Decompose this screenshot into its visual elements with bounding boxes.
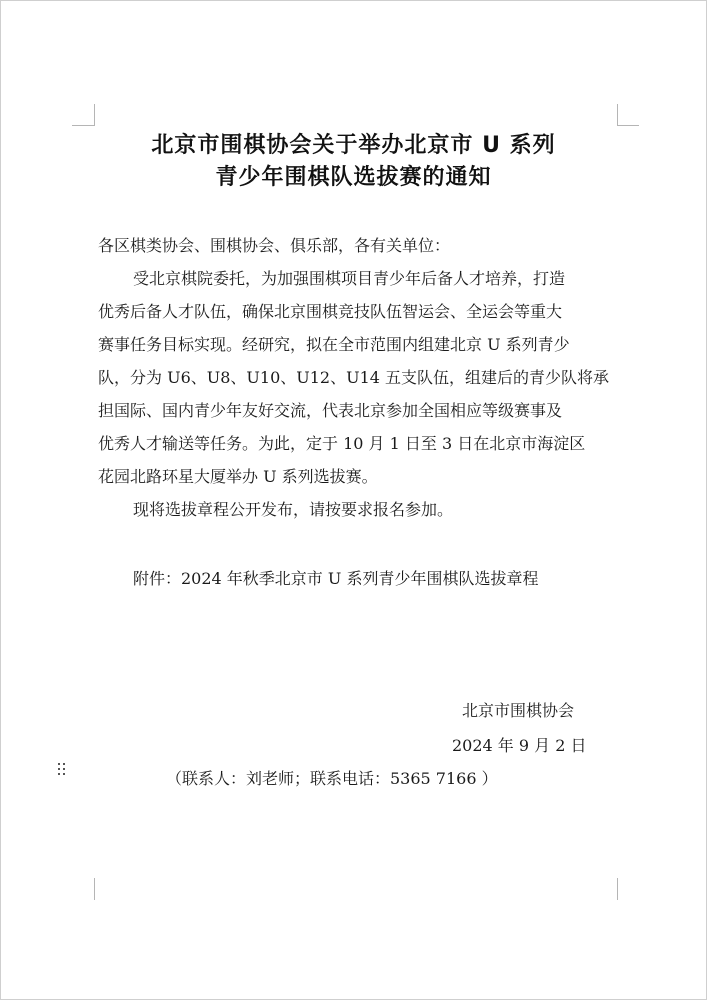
body-line: 现将选拔章程公开发布，请按要求报名参加。 [133,500,454,519]
body-line: 担国际、国内青少年友好交流，代表北京参加全国相应等级赛事及 [98,401,563,420]
contact-info: （联系人：刘老师；联系电话：5365 7166 ） [166,769,498,788]
signature-date: 2024 年 9 月 2 日 [452,736,587,755]
body-line: 优秀人才输送等任务。为此，定于 10 月 1 日至 3 日在北京市海淀区 [98,434,586,453]
crop-mark-top-left-h [72,125,94,126]
body-line: 优秀后备人才队伍，确保北京围棋竞技队伍智运会、全运会等重大 [98,302,563,321]
crop-mark-top-left-v [94,104,95,126]
body-line: 赛事任务目标实现。经研究，拟在全市范围内组建北京 U 系列青少 [98,335,570,354]
crop-mark-top-right-v [617,104,618,126]
body-line: 队，分为 U6、U8、U10、U12、U14 五支队伍，组建后的青少队将承 [98,368,610,387]
crop-mark-bottom-left-v [94,878,95,900]
attachment-note: 附件：2024 年秋季北京市 U 系列青少年围棋队选拔章程 [133,569,539,588]
body-line: 受北京棋院委托，为加强围棋项目青少年后备人才培养，打造 [133,269,566,288]
drag-handle-icon[interactable] [58,763,66,777]
crop-mark-bottom-right-v [617,878,618,900]
salutation: 各区棋类协会、围棋协会、俱乐部，各有关单位： [98,236,451,255]
body-line: 花园北路环星大厦举办 U 系列选拔赛。 [98,467,378,486]
crop-mark-top-right-h [617,125,639,126]
document-title-line-1: 北京市围棋协会关于举办北京市 U 系列 [151,133,556,158]
document-title-line-2: 青少年围棋队选拔赛的通知 [215,165,492,190]
signature-organization: 北京市围棋协会 [462,701,575,720]
